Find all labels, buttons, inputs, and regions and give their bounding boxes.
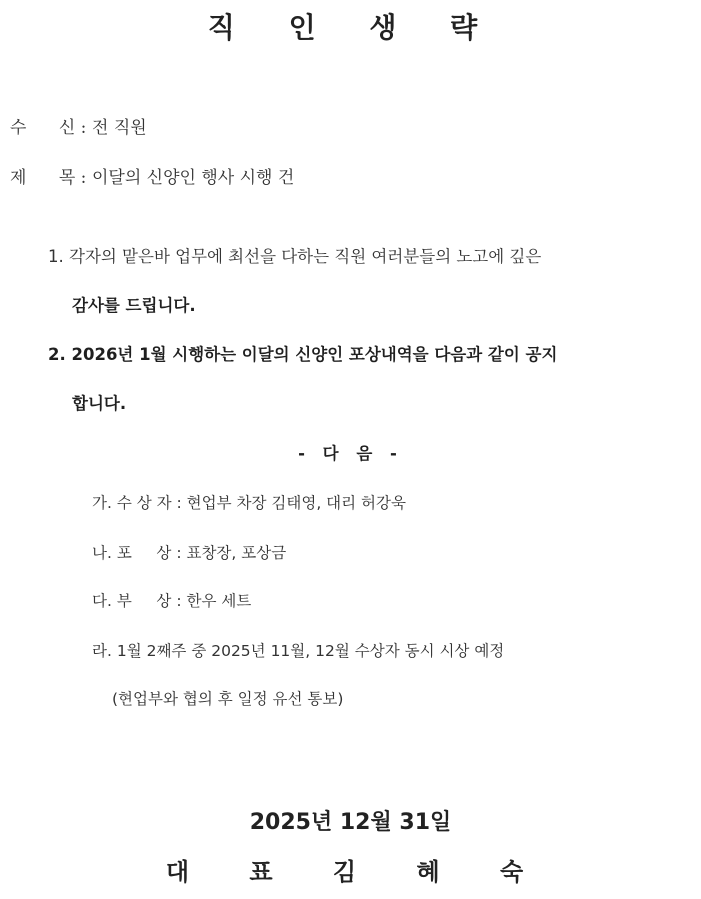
item-na: 나. 포 상 : 표창장, 포상금 bbox=[92, 544, 287, 562]
subject-label: 제 목 : bbox=[10, 168, 87, 188]
item-ga: 가. 수 상 자 : 현업부 차장 김태영, 대리 허강욱 bbox=[92, 494, 406, 512]
paragraph-2-number: 2. bbox=[48, 345, 66, 364]
paragraph-1-line-1 bbox=[48, 249, 541, 266]
recipient-value: 전 직원 bbox=[92, 118, 147, 138]
paragraph-1-text: 각자의 맡은바 업무에 최선을 다하는 직원 여러분들의 노고에 깊은 bbox=[69, 247, 542, 266]
subject-value: 이달의 신양인 행사 시행 건 bbox=[92, 168, 295, 188]
paragraph-2-line-1 bbox=[48, 347, 557, 364]
recipient-label: 수 신 : bbox=[10, 118, 87, 138]
document-title: 직 인 생 략 bbox=[207, 11, 500, 44]
document-date: 2025년 12월 31일 bbox=[249, 810, 452, 835]
paragraph-2-text: 2026년 1월 시행하는 이달의 신양인 포상내역을 다음과 같이 공지 bbox=[71, 345, 558, 364]
following-heading: - 다 음 - bbox=[298, 444, 403, 463]
paragraph-1-number: 1. bbox=[48, 247, 64, 266]
paragraph-1-line-2: 감사를 드립니다. bbox=[72, 296, 196, 315]
item-da: 다. 부 상 : 한우 세트 bbox=[92, 592, 252, 610]
schedule-note: (현업부와 협의 후 일정 유선 통보) bbox=[112, 690, 344, 708]
representative-signature: 대 표 김 혜 숙 bbox=[165, 858, 550, 886]
paragraph-2-line-2: 합니다. bbox=[72, 394, 127, 413]
subject-line bbox=[10, 170, 294, 187]
recipient-line bbox=[10, 120, 147, 137]
item-ra: 라. 1월 2째주 중 2025년 11월, 12월 수상자 동시 시상 예정 bbox=[92, 642, 505, 660]
